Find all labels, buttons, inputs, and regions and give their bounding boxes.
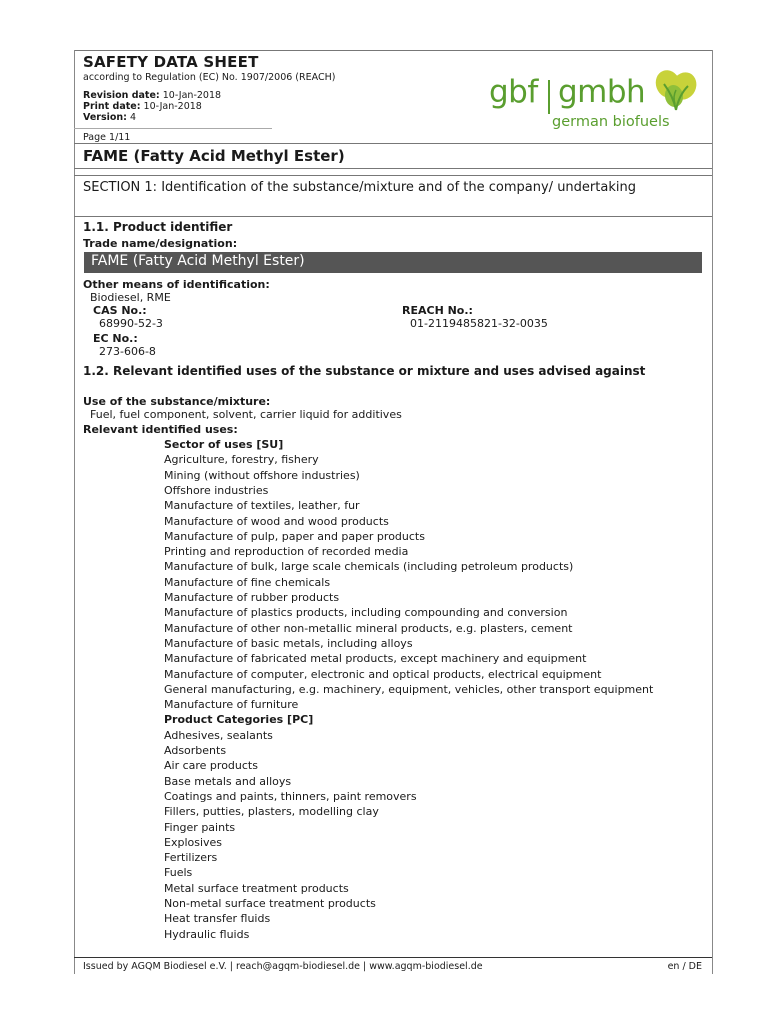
- pc-description: Coatings and paints, thinners, paint removers: [164, 789, 417, 803]
- ec-label: EC No.:: [93, 332, 138, 345]
- product-identifier-heading: 1.1. Product identifier: [83, 220, 233, 234]
- su-description: Agriculture, forestry, fishery: [164, 453, 319, 467]
- product-title: FAME (Fatty Acid Methyl Ester): [83, 147, 345, 165]
- su-description: Manufacture of other non-metallic mineral products, e.g. plasters, cement: [164, 621, 573, 635]
- su-description: Mining (without offshore industries): [164, 468, 360, 482]
- footer-text: Issued by AGQM Biodiesel e.V. | reach@agqm-biodiesel.de | www.agqm-biodiesel.de: [83, 961, 483, 972]
- su-description: Manufacture of computer, electronic and optical products, electrical equipment: [164, 667, 602, 681]
- left-border: [74, 50, 75, 974]
- company-logo: [486, 64, 696, 136]
- version-value: 4: [130, 112, 137, 123]
- su-description: Manufacture of furniture: [164, 698, 299, 712]
- footer-lang: en / DE: [667, 961, 702, 972]
- other-means-label: Other means of identification:: [83, 278, 270, 291]
- pc-description: Fillers, putties, plasters, modelling clay: [164, 805, 379, 819]
- reach-label: REACH No.:: [402, 304, 473, 317]
- meta-rule: [74, 128, 272, 129]
- print-date: [83, 101, 202, 112]
- logo-tagline: german biofuels: [552, 114, 670, 130]
- title-top-rule: [74, 143, 712, 144]
- use-label: Use of the substance/mixture:: [83, 395, 271, 408]
- footer-rule: [74, 957, 712, 958]
- cas-value: 68990-52-3: [99, 317, 163, 330]
- su-description: Manufacture of rubber products: [164, 591, 340, 604]
- su-heading: Sector of uses [SU]: [164, 438, 284, 451]
- pc-description: Metal surface treatment products: [164, 881, 349, 895]
- section-top-rule: [74, 175, 712, 176]
- pc-description: Base metals and alloys: [164, 774, 292, 788]
- trade-name-label: Trade name/designation:: [83, 237, 238, 250]
- version: [83, 112, 136, 123]
- right-border: [712, 50, 713, 974]
- revision-label: Revision date:: [83, 90, 160, 101]
- document-page: [74, 50, 712, 974]
- use-value: Fuel, fuel component, solvent, carrier liquid for additives: [90, 408, 402, 421]
- pc-description: Adsorbents: [164, 744, 227, 757]
- uses-heading: 1.2. Relevant identified uses of the substance or mixture and uses advised against: [83, 364, 646, 378]
- su-description: Printing and reproduction of recorded media: [164, 545, 409, 559]
- reach-value: 01-2119485821-32-0035: [410, 317, 548, 330]
- ec-value: 273-606-8: [99, 345, 156, 358]
- leaf-icon: [654, 64, 698, 112]
- pc-description: Non-metal surface treatment products: [164, 897, 376, 910]
- pc-description: Fertilizers: [164, 851, 218, 865]
- pc-description: Explosives: [164, 835, 223, 849]
- su-description: Manufacture of textiles, leather, fur: [164, 499, 360, 513]
- pc-description: Heat transfer fluids: [164, 912, 271, 926]
- logo-gmbh-text: gmbh: [558, 74, 646, 110]
- cas-label: CAS No.:: [93, 304, 147, 317]
- trade-name-value: FAME (Fatty Acid Methyl Ester): [91, 253, 305, 269]
- su-description: Manufacture of pulp, paper and paper products: [164, 529, 425, 543]
- title-bottom-rule: [74, 168, 712, 169]
- doc-title: SAFETY DATA SHEET: [83, 53, 259, 71]
- regulation-text: according to Regulation (EC) No. 1907/2006 (REACH): [83, 72, 336, 83]
- su-description: Offshore industries: [164, 483, 269, 497]
- su-description: General manufacturing, e.g. machinery, equipment, vehicles, other transport equipment: [164, 682, 654, 696]
- su-description: Manufacture of bulk, large scale chemicals (including petroleum products): [164, 560, 574, 574]
- su-description: Manufacture of fine chemicals: [164, 575, 331, 589]
- page-number: Page 1/11: [83, 132, 131, 143]
- pc-description: Adhesives, sealants: [164, 728, 273, 742]
- trade-name-banner: [84, 252, 702, 273]
- section-1-heading: SECTION 1: Identification of the substance/mixture and of the company/ undertaking: [83, 180, 636, 195]
- su-description: Manufacture of plastics products, including compounding and conversion: [164, 606, 568, 620]
- version-label: Version:: [83, 112, 127, 123]
- pc-description: Finger paints: [164, 820, 236, 834]
- revision-date: [83, 90, 221, 101]
- pc-description: Fuels: [164, 866, 193, 880]
- logo-divider: [548, 80, 550, 114]
- su-description: Manufacture of fabricated metal products, except machinery and equipment: [164, 652, 587, 666]
- section-1-rule: [74, 216, 712, 217]
- relevant-uses-label: Relevant identified uses:: [83, 423, 238, 436]
- top-rule: [74, 50, 712, 51]
- other-means-value: Biodiesel, RME: [90, 291, 171, 304]
- pc-heading: Product Categories [PC]: [164, 713, 314, 727]
- logo-gbf-text: gbf: [489, 74, 538, 110]
- print-value: 10-Jan-2018: [143, 101, 202, 112]
- pc-description: Air care products: [164, 759, 258, 773]
- print-label: Print date:: [83, 101, 141, 112]
- su-description: Manufacture of basic metals, including alloys: [164, 636, 413, 650]
- pc-description: Hydraulic fluids: [164, 927, 250, 941]
- su-description: Manufacture of wood and wood products: [164, 514, 389, 528]
- revision-value: 10-Jan-2018: [162, 90, 222, 101]
